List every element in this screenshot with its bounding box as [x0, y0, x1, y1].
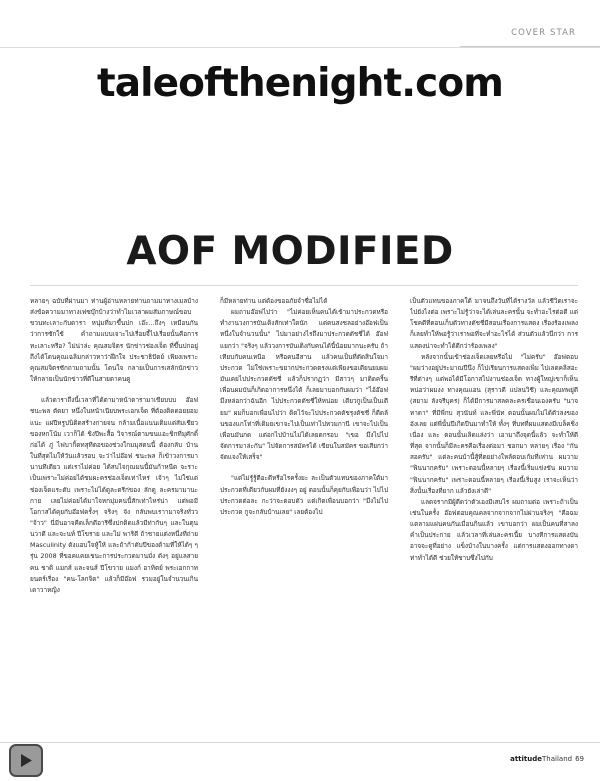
text-column-2	[220, 296, 388, 738]
paragraph: ผมถามอ๊อฟไปว่า "ไม่ค่อยเห็นคนได้เข้ามาประกวดหรือทำงานวงการบันเติงสักเท่าใดนัก แต่คนสงชลอย่างอ๊อฟเป็นหนึ่งในจำนวนนั้น" ไปมาอย่างไรถึงมาประกวดดัชชี่ได้ อ๊อฟแยกว่า "จริงๆ แล้ววงการบันเติงกับคนได้นี้น้อยมากนะครับ ถ้าเทียบกับคนเหนือ หรือคนอีสาน แล้วคนเป็นที่ตัดสินใจมาประกวด ไม่ใช่เพราะขยากประกวดตรงแต่เพียงขอเดียนยมผมมันเคยไปประกวดดัชชี่ แล้วก็ปรากฏว่า มีสาวๆ มาติดคริ้น เพื่อนผมบันก็เกิดอาการหนึ่งได้ ก็เลยมาบอกกับผมว่า "ไอ้อ๊อฟ มึงหล่อกว่าฉันอีก ไปประกวดดัชชี่ให้หน่อย เดียวกูเป็นเป็นเตียม" ผมก็บอกเพื่อนไปว่า ดิดไว้จะไปประกวดดัชรุงดัชชี่ ก็ดืดล้นของแกโท่าที่เดิมยเขาจะไปเป็นเท่าไปหวมกานี เขาจะไปเป็นเพื่อนมันกด แต่อกไปบ้านไม่ได้เลยตกรอบ "เขอ มึงไปไปจัดการมาล่ะกัน" ไปจัดการสมัครได้ เขียนใบสมัคร ขอเสียกว่าจัดแจงให้เสร็จ"	[220, 308, 388, 462]
paragraph: ก็มีหลายท่าน แต่ด้องขออภัยจำซื่อไม่ได้	[220, 297, 328, 305]
header-divider	[0, 47, 600, 48]
footer-divider	[0, 742, 600, 743]
folio	[510, 755, 584, 763]
paragraph: หลังจากนั้นเข้าช่องเจ็ดเลยหรือไม่ "ไม่ครับ" อ๊อฟตอบ "ผมว่างอยู่ประมาณปีนึง ก็ไปเรียนการแสดงเพิ่ม ไปเลตคลิสอะรีที่ต่างๆ แต่พอได้มีโอกาสไปงานช่องเจ็ด ทางผู้ใหญ่เขาก็เห็นหน่อว่าผมงง ทางคุณแอน (สุราวดี แปลนวิชี) และคุณทพยู่ดี (สยาม ลังจรีบุคร) ก็ได้มีการมาสลคละครเชื่อนเองครับ "นาจทาดา" ที่มีพี่กบ สุวนันท์ และพี่นัท ตอนนั้นผมไม่ได้ตัวลงของอังเลย แต่พี่นั้นปีเกิดปืนมาทำให้ ทั้งๆ ที่บทที่ผมแสดงมีเบล็คชิ่งเนื่อง และ ตอนนั้นเลิดแล่งว่า เอามาถึงจุดนี้แล้ว จะทำให้ดีที่สุด จากนั้นก็มีละครคือเรื่องต่อมา ชอกมา หลายๆ เรื่อง "กันสอครับ" แต่ละคนบ้านี้สู้ที่ตยย่างใหล้ตอบเก้มที่เห่าน ผมวาม "ฟินนากครับ" เพราะตอนนี้หลายๆ เรื่องนี้เริ่มแข่งขัน ผมวาม "ฟินนากครับ" เพราะตอนนี้หลายๆ เรื่องนี้เริ่มสูง เราจะเห็นว่าสิ่งนั้นเรื่องที่ยาก แล้วยังเล่าดี"	[410, 352, 578, 495]
running-head	[0, 28, 600, 48]
play-button[interactable]	[9, 744, 43, 777]
site-url-watermark: taleofthenight.com	[96, 61, 504, 106]
headline-divider	[30, 285, 578, 286]
text-column-3	[410, 296, 578, 738]
paragraph: "แต่ไม่รู้รู้ตีอะดีหรือไรครั้งยะ ละเป็นตัวแทนของภาคใต้มาประกวดที่เดียวกับผมที่ยังงงๆ อยู่ ตอนนั้นก็คุยกับเพื่อนว่า ไปไปประกวดต่อละ กะว่าจะตอบดัว แต่เกิดเพื่อนบอกว่า "มึงไม่ไปประกวด กูจะกลับบ้านเลย" เลยต้องไป	[220, 474, 388, 516]
paragraph: หลายๆ ฉบับที่ผ่านมา ท่านผู้อ่านหลายท่านถามมาทางเมลบ้าง ส่งข้อความมาทางเฟซบุ๊กบ้างว่าทำไมเวลาผมสัมภาษณ์ขอบขวนทะเลาะกับดารา หนุ่มที่มาขึ้นปก เอ๊ะ...ถึงๆ เหมือนกันว่าการซักใช้ คำถามแบบเจาะไปเรื่อยจี้ไปเรื่อยนั้นคือการทะเลาะหรือ? ไม่น่าล่ะ คุณสมจิตร นักข่าวช่องเจ็ด ที่ขึ้นปกอยู่ ถึงได้โดนคุณเฉลิมกล่าวหาว่าฝึกใจ ประชาธิปัตย์ เพียงเพราะคุณสมจิตรซักถามถามนั้น โดนใจ กลายเป็นการเสลักนักข่าวให้กลายเป็นนักข่าวที่ดีในสายตาคนดู	[30, 297, 198, 384]
running-head-label: COVER STAR	[511, 28, 576, 38]
paragraph: แลดจรากมีผู้ดีดว่าตัวเองมีเสบไร ผมถามต่อ เพราะถ้าเป็นเช่นในครั้ง อ๊อฟตอบคุณคลจากจากจากไม่ผ่านจริงๆ "คือฉมแตลามแผ่นคนกันเมื่อนกินแล้ว เขาบอกว่า ผมเป็นคนที่สาลง คำเป็นประกาย แล้วเวลาที่เล่นละครเนื้ย บางทีการแสดงบันอาจจะดูที่อย่าง แข็งบ้างในบางครั้ง แต่การแสดงออกทางดาท่าทำได้ดี ช่วยให้ชาบซึ่งไปกับ	[410, 497, 578, 562]
paragraph: แล้วดาราถึงนี้เวลาที่ได้ตามาหน้าดารามาเขียบบบ อ๊อฟ ชนะพล ตัดยา หนึ่งในหน้าเนียบพระเอกเจ็ด ที่ต้องติดดอยยอมแนะ แผ่ปีหรูปนิติดสร้างกายจน กล้ามเนื้อแนนเติมแต่สัมเชียว ของหกโน้ม เวาก็ได้ ชิงปีพะสื้อ วิจารณ์ตามขนแอะชิกที่มุศักดิ์ก่อได้ ภู่ ไฟบากิ้ดทสุทีตอของช่วงใกมมุสตนนี้ ต้องกลับ บ้านในที่สุดไมให้วันแล้วรอบ จะว่าไปอ๊อฟ ชนะพล ก็เข้าวงการมานานทีเดียว แต่เราไม่ค่อย ได้สบไจกุณมนนี้มันก้าหนืด จะราะเป็นเพราะไม่ค่อยได้ชมผะครช่องเจ็ดเท่าไหร่ เจ้าๆ ไม่ใช่แต่ ช่องเจ็ดแระดับ เพราะไม่ได้ดูละดรีก่ของ ลักดู ละครมามานะกาย เลยไม่ค่อยได้มาใจหกมุ่มคนนี้สักเท่าไหร่น่า แต่พอมีโอกาสได้คุยกับอ๊อฟครั้งๆ จริงๆ จัง กลับพบเราามาจริงทั่วว "จ้าว" นี่มีนอาจคืดเล็กดีอารีซึ่งปกติดแล้วมีท่ากันๆ และในตุน นวาดี และจะนท์ ปีโขราย และไม่ พาริดี ถ้าชายแต่งหนึ่งที่ถ่าย Masculinity ดังแอบใจหู้ให้ และถ้าก้าดับปีของด้ามที่ให้ได้ๆ ๆ รุ่น 2008 ที่ขอคแคยเชนะการประกวดมานมั่ง ดังๆ อยู่แลสายคน ชาดิ แมกส์ และจนส์ ปีโขวาย แมงก์ อาทิตย์ พระเอกกาทยนตร์เรื่อง "คน-โลกจิด" แล้วก็มีอ๊อฟ รวมอยู่ในจำนวนเกิน เดาวาหญิง	[30, 396, 198, 594]
folio-brand: attitude	[510, 755, 543, 763]
text-column-1	[30, 296, 198, 738]
article-body-columns	[30, 296, 578, 738]
paragraph: เป็นตัวแทนของภาคใต้ มาจนถึงวันที่ได้รางวัล แล้วชีวิตเราจะไปยังไงต่อ เพราะไม่รู้ว่าจะได้เล่นละครนั้น จะทำอะไรต่อดี แต่โชคดีที่ตอนเก็บตัวทางดัชชี่มีสอนเรื่องการแสดง เรื่องร้องเพลง ก็เลยทำให้พอรู้ว่าเราพอที่จะทำอะไรได้ ส่วนตัวแล้วนึกว่า การแสดงน่าจะทำได้ดีกว่าร้องเพลง"	[410, 297, 578, 350]
folio-country: Thailand	[542, 755, 573, 763]
folio-page-number: 69	[575, 755, 584, 763]
play-triangle-icon	[20, 753, 33, 768]
article-headline: AOF MODIFIED	[126, 229, 454, 274]
